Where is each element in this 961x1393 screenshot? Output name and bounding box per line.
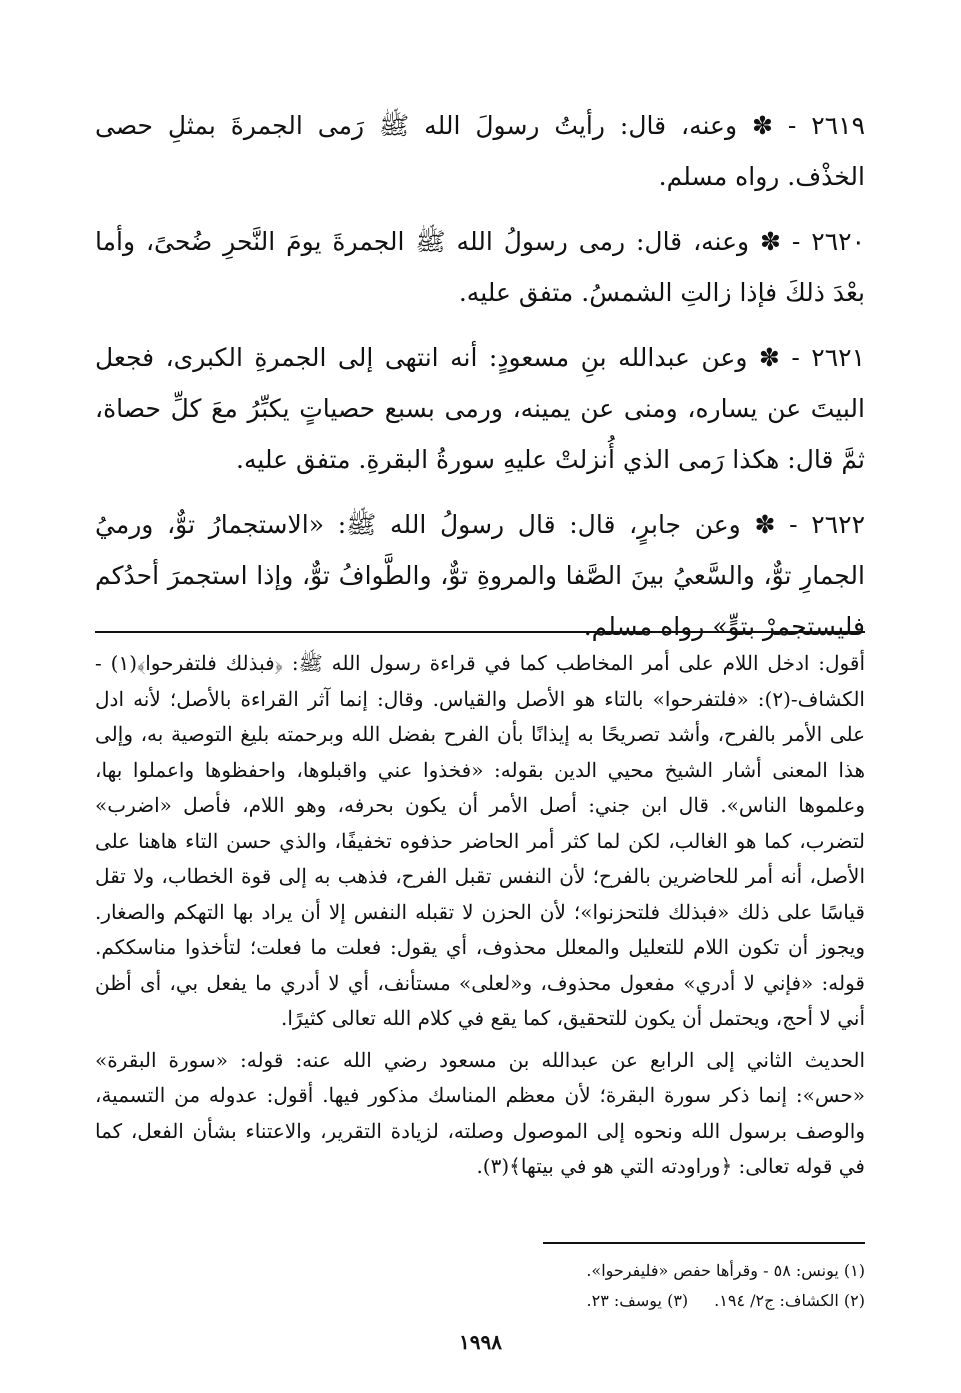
hadith-text: - ✽ وعن عبدالله بنِ مسعودٍ: أنه انتهى إلى الجمرةِ الكبرى، فجعل البيتَ عن يساره، ومنى عن يمينه، ورمى بسبع حصياتٍ يكبِّرُ معَ كلِّ حصاة، ثمَّ قال: هكذا رَمى الذي أُنزلتْ عليهِ سورةُ البقرةِ. متفق عليه. bbox=[95, 343, 865, 474]
footnote-1: (١) يونس: ٥٨ - وقرأها حفص «فليفرحوا». bbox=[586, 1261, 865, 1280]
commentary-section bbox=[95, 646, 865, 1191]
footnote-divider bbox=[543, 1242, 865, 1244]
hadith-text: - ✽ وعن جابرٍ، قال: قال رسولُ الله ﷺ: «الاستجمارُ توٌّ، ورميُ الجمارِ توٌّ، والسَّعيُ بينَ الصَّفا والمروةِ توٌّ، والطَّوافُ توٌّ، وإذا استجمرَ أحدُكم فليستجمرْ بتوٍّ» رواه مسلم. bbox=[95, 510, 865, 641]
hadith-number: ٢٦١٩ bbox=[811, 111, 866, 140]
hadith-number: ٢٦٢٢ bbox=[811, 510, 865, 539]
hadith-2621 bbox=[95, 332, 865, 485]
footnote-3: (٣) يوسف: ٢٣. bbox=[586, 1291, 689, 1310]
hadith-section bbox=[95, 100, 865, 666]
hadith-number: ٢٦٢١ bbox=[811, 343, 866, 372]
commentary-paragraph-2: الحديث الثاني إلى الرابع عن عبدالله بن مسعود رضي الله عنه: قوله: «سورة البقرة» «حس»: إنما ذكر سورة البقرة؛ لأن معظم المناسك مذكور فيها. أقول: عدوله من التسمية، والوصف برسول الله ونحوه إلى الموصول وصلته، لزيادة التقرير، والاعتناء بشأن الفعل، كما في قوله تعالى: ﴿وراودته التي هو في بيتها﴾(٣). bbox=[95, 1047, 865, 1178]
hadith-2620 bbox=[95, 216, 865, 318]
section-divider bbox=[95, 631, 865, 633]
commentary-paragraph-1: أقول: ادخل اللام على أمر المخاطب كما في قراءة رسول الله ﷺ: ﴿فبذلك فلتفرحوا﴾(١) - الكشاف-(٢): «فلتفرحوا» بالتاء هو الأصل والقياس. وقال: إنما آثر القراءة بالأصل؛ لأنه ادل على الأمر بالفرح، وأشد تصريحًا به إيذانًا بأن الفرح بفضل الله وبرحمته بليغ التوصية به، وإلى هذا المعنى أشار الشيخ محيي الدين بقوله: «فخذوا عني واقبلوها، واحفظوها واعملوا بها، وعلموها الناس». قال ابن جني: أصل الأمر أن يكون بحرفه، وهو اللام، فأصل «اضرب» لتضرب، كما هو الغالب، لكن لما كثر أمر الحاضر حذفوه تخفيفًا، والذي حسن التاء هاهنا على الأصل، أنه أمر للحاضرين بالفرح؛ لأن النفس تقبل الفرح، فذهب به إلى قوة الخطاب، ولا تقل قياسًا على ذلك «فبذلك فلتحزنوا»؛ لأن الحزن لا تقبله النفس إلا أن يراد بها التهكم والصغار. ويجوز أن تكون اللام للتعليل والمعلل محذوف، أي يقول: فعلت ما فعلت؛ لتأخذوا مناسككم. قوله: «فإني لا أدري» مفعول محذوف، و«لعلى» مستأنف، أي لا أدري ما يفعل بي، أى أظن أني لا أحج، ويحتمل أن يكون للتحقيق، كما يقع في كلام الله تعالى كثيرًا. bbox=[95, 651, 865, 1030]
footnote-row bbox=[95, 1286, 865, 1316]
hadith-text: - ✽ وعنه، قال: رأيتُ رسولَ الله ﷺ رَمى الجمرةَ بمثلِ حصى الخذْف. رواه مسلم. bbox=[95, 111, 865, 191]
page-number: ١٩٩٨ bbox=[459, 1330, 502, 1354]
hadith-text: - ✽ وعنه، قال: رمى رسولُ الله ﷺ الجمرةَ يومَ النَّحرِ ضُحىً، وأما بعْدَ ذلكَ فإذا زالتِ الشمسُ. متفق عليه. bbox=[95, 227, 865, 307]
hadith-2619 bbox=[95, 100, 865, 202]
footnote-2: (٢) الكشاف: ج٢/ ١٩٤. bbox=[714, 1291, 865, 1310]
hadith-2622 bbox=[95, 499, 865, 652]
hadith-number: ٢٦٢٠ bbox=[811, 227, 865, 256]
footnotes bbox=[95, 1256, 865, 1316]
